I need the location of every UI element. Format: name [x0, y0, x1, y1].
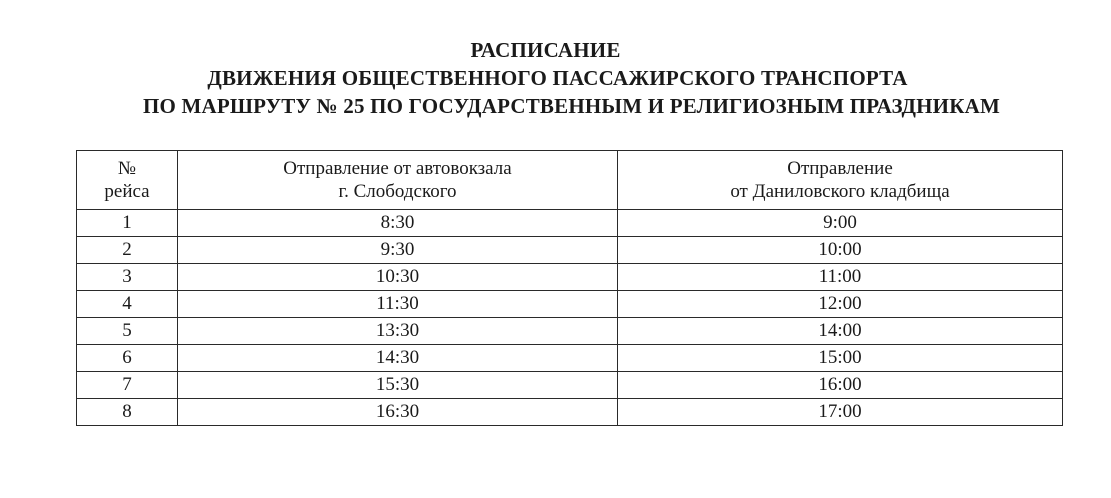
trip-number-cell: 4 [77, 291, 178, 318]
table-header-row [77, 151, 1063, 210]
header-departure-bus-station [178, 151, 618, 210]
header-departure-cemetery [618, 151, 1063, 210]
table-row [77, 372, 1063, 399]
bus-station-departure-cell: 15:30 [178, 372, 618, 399]
bus-station-departure-cell: 16:30 [178, 399, 618, 426]
schedule-table [76, 150, 1063, 426]
header-trip-number-line-2: рейса [104, 181, 150, 202]
trip-number-cell: 8 [77, 399, 178, 426]
bus-station-departure-cell: 13:30 [178, 318, 618, 345]
table-row [77, 291, 1063, 318]
table-row [77, 264, 1063, 291]
header-departure-cemetery-line-2: от Даниловского кладбища [730, 181, 950, 202]
trip-number-cell: 2 [77, 237, 178, 264]
table-row [77, 399, 1063, 426]
title-line-2: ДВИЖЕНИЯ ОБЩЕСТВЕННОГО ПАССАЖИРСКОГО ТРАНСПОРТА [207, 66, 908, 90]
table-row [77, 237, 1063, 264]
cemetery-departure-cell: 15:00 [618, 345, 1063, 372]
trip-number-cell: 5 [77, 318, 178, 345]
trip-number-cell: 6 [77, 345, 178, 372]
cemetery-departure-cell: 9:00 [618, 210, 1063, 237]
table-row [77, 345, 1063, 372]
cemetery-departure-cell: 16:00 [618, 372, 1063, 399]
title-line-3: ПО МАРШРУТУ № 25 ПО ГОСУДАРСТВЕННЫМ И РЕЛИГИОЗНЫМ ПРАЗДНИКАМ [142, 94, 1001, 118]
cemetery-departure-cell: 12:00 [618, 291, 1063, 318]
bus-station-departure-cell: 9:30 [178, 237, 618, 264]
bus-station-departure-cell: 11:30 [178, 291, 618, 318]
document-title [0, 36, 1111, 120]
header-trip-number [77, 151, 178, 210]
cemetery-departure-cell: 10:00 [618, 237, 1063, 264]
header-trip-number-line-1: № [117, 158, 137, 179]
header-departure-cemetery-line-1: Отправление [787, 158, 893, 179]
table-row [77, 318, 1063, 345]
title-line-1: РАСПИСАНИЕ [470, 38, 621, 62]
cemetery-departure-cell: 14:00 [618, 318, 1063, 345]
header-departure-bus-station-line-2: г. Слободского [338, 181, 457, 202]
table-row [77, 210, 1063, 237]
trip-number-cell: 3 [77, 264, 178, 291]
cemetery-departure-cell: 11:00 [618, 264, 1063, 291]
bus-station-departure-cell: 14:30 [178, 345, 618, 372]
bus-station-departure-cell: 8:30 [178, 210, 618, 237]
cemetery-departure-cell: 17:00 [618, 399, 1063, 426]
bus-station-departure-cell: 10:30 [178, 264, 618, 291]
trip-number-cell: 7 [77, 372, 178, 399]
trip-number-cell: 1 [77, 210, 178, 237]
header-departure-bus-station-line-1: Отправление от автовокзала [283, 158, 512, 179]
